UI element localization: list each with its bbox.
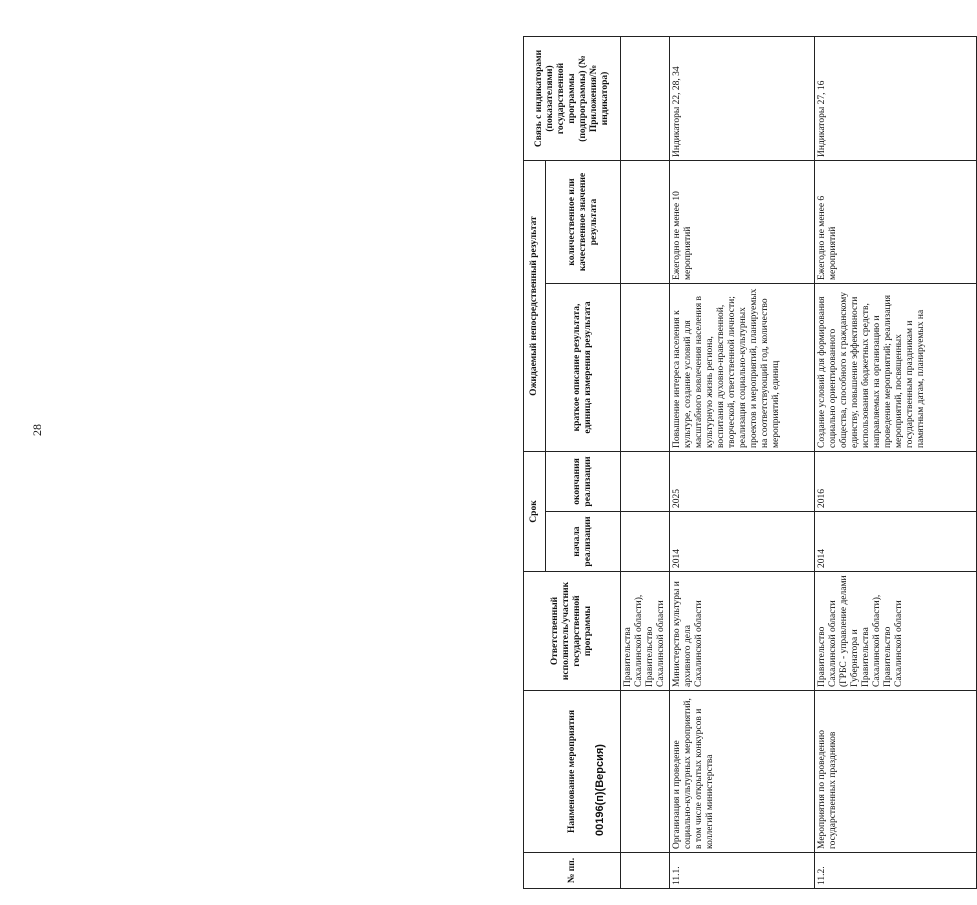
header-result-value: количественное или качественное значение результата bbox=[546, 161, 621, 284]
table-row bbox=[815, 37, 977, 889]
header-num: № пп. bbox=[524, 853, 621, 889]
events-table bbox=[523, 36, 977, 889]
cell-link: Индикаторы 22, 28, 34 bbox=[670, 37, 815, 161]
cell-name bbox=[621, 691, 670, 853]
cell-start: 2014 bbox=[815, 512, 977, 572]
cell-end: 2025 bbox=[670, 452, 815, 512]
cell-link bbox=[621, 37, 670, 161]
rotated-table-wrapper bbox=[523, 37, 975, 889]
cell-executor: Министерство культуры и архивного дела Сахалинской области bbox=[670, 572, 815, 691]
cell-link: Индикаторы 27, 16 bbox=[815, 37, 977, 161]
header-executor: Ответственный исполнитель/участник государственной программы bbox=[524, 572, 621, 691]
cell-end: 2016 bbox=[815, 452, 977, 512]
cell-value: Ежегодно не менее 6 мероприятий bbox=[815, 161, 977, 284]
document-code: 00196(п)(Версия) bbox=[594, 744, 606, 836]
cell-name: Мероприятия по проведению государственных праздников bbox=[815, 691, 977, 853]
cell-executor: Правительства Сахалинской области), Правительство Сахалинской области bbox=[621, 572, 670, 691]
cell-num: 11.1. bbox=[670, 853, 815, 889]
header-link: Связь с индикаторами (показателями) государственной программы (подпрограммы) (№ Приложения/№ индикатора) bbox=[524, 37, 621, 161]
page-number: 28 bbox=[30, 424, 44, 436]
cell-start bbox=[621, 512, 670, 572]
header-term: Срок bbox=[524, 452, 546, 572]
cell-value: Ежегодно не менее 10 мероприятий bbox=[670, 161, 815, 284]
table-row bbox=[621, 37, 670, 889]
header-name: Наименование мероприятия bbox=[524, 691, 621, 853]
cell-desc: Повышение интереса населения к культуре, создание условий для масштабного вовлечения населения в культурную жизнь региона, воспитания духовно-нравственной, творческой, ответственной личности; реализация социально-культурных проектов и мероприятий, планируемых на соответствующий год, количество мероприятий, единиц bbox=[670, 284, 815, 452]
cell-end bbox=[621, 452, 670, 512]
cell-value bbox=[621, 161, 670, 284]
cell-num: 11.2. bbox=[815, 853, 977, 889]
header-result: Ожидаемый непосредственный результат bbox=[524, 161, 546, 452]
header-result-desc: краткое описание результата, единица измерения результата bbox=[546, 284, 621, 452]
cell-start: 2014 bbox=[670, 512, 815, 572]
cell-name: Организация и проведение социально-культурных мероприятий, в том числе открытых конкурсов и коллегий министерства bbox=[670, 691, 815, 853]
header-term-start: начала реализации bbox=[546, 512, 621, 572]
cell-executor: Правительство Сахалинской области (ГРБС - управление делами Губернатора и Правительства Сахалинской области), Правительство Сахалинской области bbox=[815, 572, 977, 691]
cell-num bbox=[621, 853, 670, 889]
cell-desc bbox=[621, 284, 670, 452]
header-term-end: окончания реализации bbox=[546, 452, 621, 512]
table-row bbox=[670, 37, 815, 889]
cell-desc: Создание условий для формирования социально ориентированного общества, способного к гражданскому единству, повышение эффективности использования бюджетных средств, направляемых на организацию и проведение мероприятий; реализация мероприятий, посвященных государственным праздникам и памятным датам, планируемых на bbox=[815, 284, 977, 452]
